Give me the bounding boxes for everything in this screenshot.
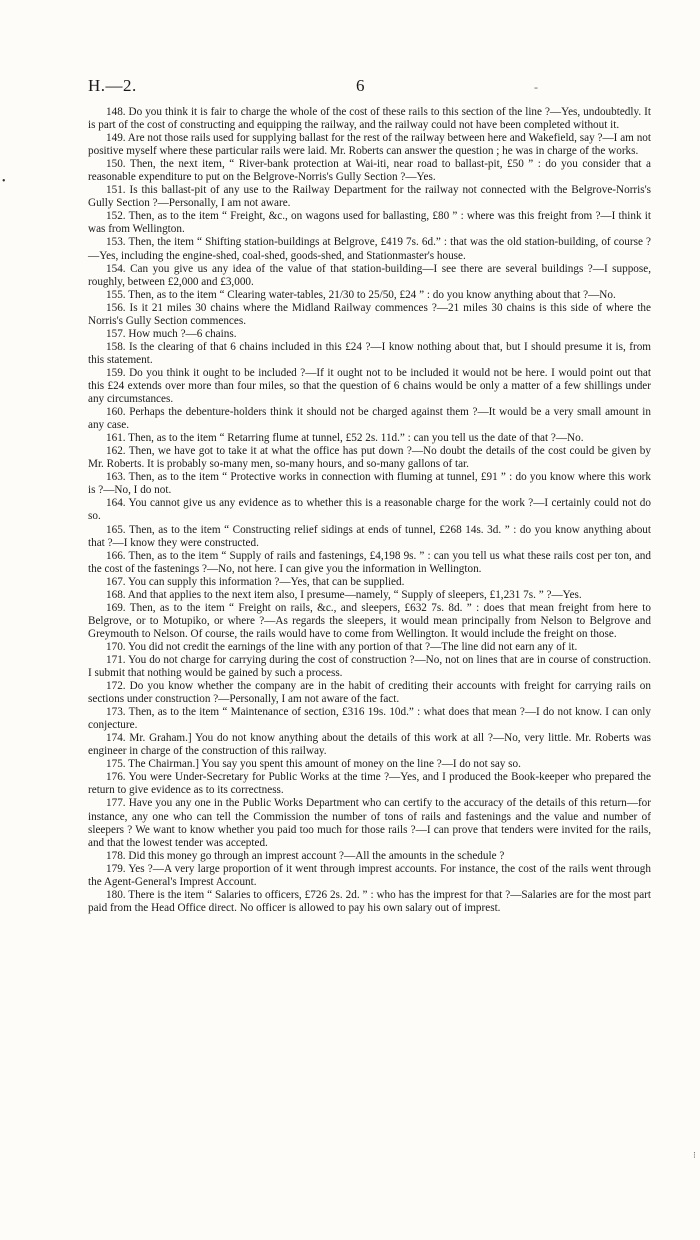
question-166: 166. Then, as to the item “ Supply of rails and fastenings, £4,198 9s. ” : can you tell us what these rails cost per ton, and the cost of the fastenings ?—No, not here. I can give you the information in Wellington. — [88, 549, 651, 575]
question-171: 171. You do not charge for carrying during the cost of construction ?—No, not on lines that are in course of construction. I submit that nothing would be gained by such a process. — [88, 653, 651, 680]
question-154: 154. Can you give us any idea of the value of that station-building—I see there are several buildings ?—I suppose, roughly, between £2,000 and £3,000. — [88, 262, 651, 288]
question-149: 149. Are not those rails used for supplying ballast for the rest of the railway between here and Wakefield, say ?—I am not positive myself where these particular rails were laid. Mr. Roberts can answer the question ; he was in charge of the works. — [88, 132, 651, 158]
right-margin-mark: ⁝ — [693, 1150, 696, 1160]
question-162: 162. Then, we have got to take it at what the office has put down ?—No doubt the details of the cost could be given by Mr. Roberts. It is probably so-many men, so-many hours, and so-many gallons of tar. — [88, 445, 651, 471]
question-172: 172. Do you know whether the company are in the habit of crediting their accounts with freight for carrying rails on sections under construction ?—Personally, I am not aware of the fact. — [88, 680, 651, 706]
question-148: 148. Do you think it is fair to charge the whole of the cost of these rails to this section of the line ?—Yes, undoubtedly. It is part of the cost of constructing and equipping the railway, and the railway could not have been completed without it. — [88, 106, 651, 132]
page-number: 6 — [356, 76, 365, 95]
question-178: 178. Did this money go through an imprest account ?—All the amounts in the schedule ? — [106, 849, 505, 862]
question-152: 152. Then, as to the item “ Freight, &c., on wagons used for ballasting, £80 ” : where was this freight from ?—I think it was from Wellington. — [88, 210, 651, 236]
question-150: 150. Then, the next item, “ River-bank protection at Wai-iti, near road to ballast-pit, £50 ” : do you consider that a reasonable expenditure to put on the Belgrove-Norris's Gully Section ?—Yes. — [88, 158, 651, 184]
question-164: 164. You cannot give us any evidence as to whether this is a reasonable charge for the work ?—I certainly could not do so. — [88, 497, 651, 523]
question-151: 151. Is this ballast-pit of any use to the Railway Department for the railway not connected with the Belgrove-Norris's Gully Section ?—Personally, I am not aware. — [88, 184, 651, 210]
question-165: 165. Then, as to the item “ Constructing relief sidings at ends of tunnel, £268 14s. 3d. ” : do you know anything about that ?—I know they were constructed. — [88, 523, 651, 549]
question-160: 160. Perhaps the debenture-holders think it should not be charged against them ?—It would be a very small amount in any case. — [88, 406, 651, 432]
question-168: 168. And that applies to the next item also, I presume—namely, “ Supply of sleepers, £1,231 7s. ” ?—Yes. — [106, 588, 582, 601]
document-identifier: H.—2. — [88, 76, 137, 95]
question-179: 179. Yes ?—A very large proportion of it went through imprest accounts. For instance, the cost of the rails went through the Agent-General's Imprest Account. — [88, 862, 651, 888]
question-169: 169. Then, as to the item “ Freight on rails, &c., and sleepers, £632 7s. 8d. ” : does that mean freight from here to Belgrove, or to Motupiko, or where ?—As regards the sleepers, it would mean principally from Nelson to Belgrove and Greymouth to Nelson. Of course, the rails would have to come from Wellington. It would include the freight on those. — [88, 601, 651, 640]
testimony-body — [88, 106, 651, 915]
question-170: 170. You did not credit the earnings of the line with any portion of that ?—The line did not earn any of it. — [106, 640, 578, 653]
question-174: 174. Mr. Graham.] You do not know anything about the details of this work at all ?—No, very little. Mr. Roberts was engineer in charge of the construction of this railway. — [88, 732, 651, 758]
question-159: 159. Do you think it ought to be included ?—If it ought not to be included it would not be here. I would point out that this £24 extends over more than four miles, so that the question of 6 chains would be only a matter of a few shillings under any circumstances. — [88, 366, 651, 406]
question-158: 158. Is the clearing of that 6 chains included in this £24 ?—I know nothing about that, but I should presume it is, from this statement. — [88, 340, 651, 366]
page-header — [88, 76, 656, 100]
left-margin-mark: • — [2, 176, 6, 187]
question-175: 175. The Chairman.] You say you spent this amount of money on the line ?—I do not say so. — [106, 758, 521, 771]
header-mark: - — [534, 80, 538, 94]
question-173: 173. Then, as to the item “ Maintenance of section, £316 19s. 10d.” : what does that mean ?—I do not know. I can only conjecture. — [88, 706, 651, 732]
question-163: 163. Then, as to the item “ Protective works in connection with fluming at tunnel, £91 ” : do you know where this work is ?—No, I do not. — [88, 471, 651, 497]
question-153: 153. Then, the item “ Shifting station-buildings at Belgrove, £419 7s. 6d.” : that was the old station-building, of course ?—Yes, including the engine-shed, coal-shed, goods-shed, and Stationmaster's house. — [88, 236, 651, 262]
question-161: 161. Then, as to the item “ Retarring flume at tunnel, £52 2s. 11d.” : can you tell us the date of that ?—No. — [106, 432, 584, 445]
question-176: 176. You were Under-Secretary for Public Works at the time ?—Yes, and I produced the Book-keeper who prepared the return to give evidence as to its correctness. — [88, 771, 651, 797]
question-177: 177. Have you any one in the Public Works Department who can certify to the accuracy of the details of this return—for instance, any one who can tell the Commission the number of tons of rails and fastenings and the value and number of sleepers ? We want to know whether you paid too much for those rails ?—I can prove that tenders were invited for the rails, and that the lowest tender was accepted. — [88, 797, 651, 849]
question-180: 180. There is the item “ Salaries to officers, £726 2s. 2d. ” : who has the imprest for that ?—Salaries are for the most part paid from the Head Office direct. No officer is allowed to pay his own salary out of imprest. — [88, 888, 651, 914]
question-155: 155. Then, as to the item “ Clearing water-tables, 21/30 to 25/50, £24 ” : do you know anything about that ?—No. — [106, 288, 616, 301]
question-156: 156. Is it 21 miles 30 chains where the Midland Railway commences ?—21 miles 30 chains is this side of where the Norris's Gully Section commences. — [88, 301, 651, 327]
question-167: 167. You can supply this information ?—Yes, that can be supplied. — [106, 575, 405, 588]
question-157: 157. How much ?—6 chains. — [106, 327, 237, 340]
